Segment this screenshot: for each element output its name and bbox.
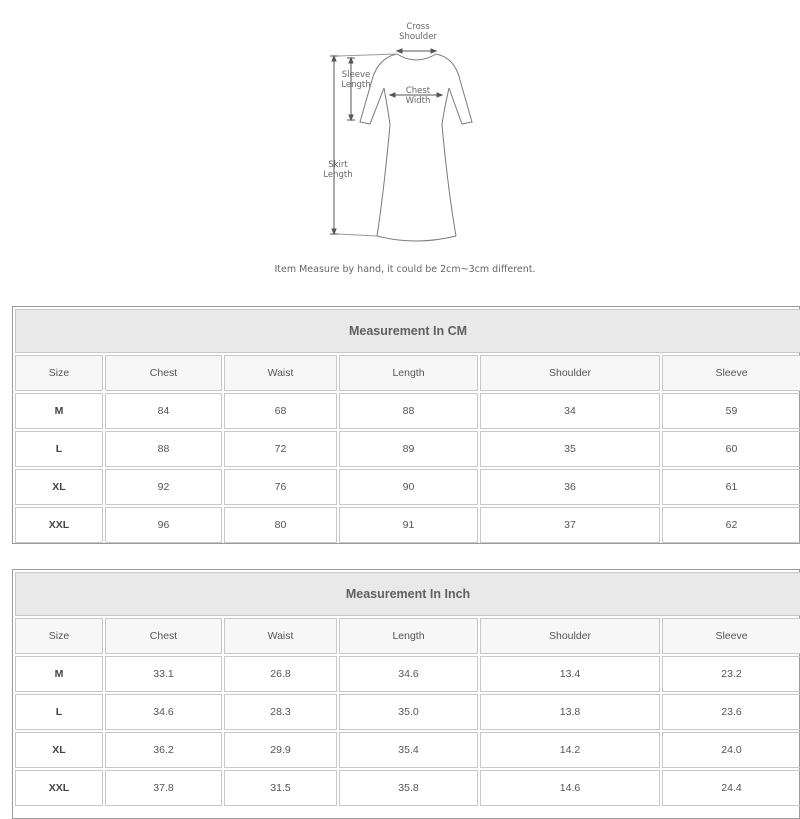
table-row [15,732,800,768]
table-row [15,694,800,730]
column-header-sleeve: Sleeve [662,355,800,391]
sleeve-cell: 59 [662,393,800,429]
waist-cell: 68 [224,393,337,429]
waist-cell: 31.5 [224,770,337,806]
shoulder-cell: 36 [480,469,660,505]
size-cell: M [15,393,103,429]
size-cell: L [15,431,103,467]
measurement-table-inch [12,569,800,819]
column-header-size: Size [15,618,103,654]
size-cell: XXL [15,770,103,806]
length-cell: 35.4 [339,732,478,768]
sleeve-cell: 24.0 [662,732,800,768]
table-header-row [15,355,800,391]
sleeve-cell: 23.2 [662,656,800,692]
waist-cell: 29.9 [224,732,337,768]
table-header-row [15,618,800,654]
size-cell: M [15,656,103,692]
table-row [15,770,800,806]
waist-cell: 76 [224,469,337,505]
column-header-chest: Chest [105,618,222,654]
size-cell: XL [15,732,103,768]
shoulder-cell: 14.2 [480,732,660,768]
chest-width-label: Chest Width [405,86,431,106]
length-cell: 35.8 [339,770,478,806]
chest-cell: 34.6 [105,694,222,730]
column-header-size: Size [15,355,103,391]
table-row [15,469,800,505]
column-header-waist: Waist [224,618,337,654]
length-cell: 91 [339,507,478,543]
sleeve-cell: 62 [662,507,800,543]
column-header-shoulder: Shoulder [480,618,660,654]
length-cell: 34.6 [339,656,478,692]
chest-cell: 88 [105,431,222,467]
length-cell: 89 [339,431,478,467]
column-header-shoulder: Shoulder [480,355,660,391]
column-header-chest: Chest [105,355,222,391]
shoulder-cell: 13.4 [480,656,660,692]
chest-cell: 33.1 [105,656,222,692]
table-title: Measurement In Inch [15,572,800,616]
waist-cell: 72 [224,431,337,467]
size-cell: XXL [15,507,103,543]
length-cell: 90 [339,469,478,505]
column-header-sleeve: Sleeve [662,618,800,654]
dress-outline-icon [0,0,800,290]
skirt-length-label: Skirt Length [323,160,353,180]
cross-shoulder-label: Cross Shoulder [399,22,437,42]
sleeve-cell: 61 [662,469,800,505]
column-header-length: Length [339,355,478,391]
waist-cell: 26.8 [224,656,337,692]
size-cell: XL [15,469,103,505]
measurement-table-cm [12,306,800,544]
shoulder-cell: 34 [480,393,660,429]
table-row [15,431,800,467]
table-row [15,393,800,429]
length-cell: 88 [339,393,478,429]
column-header-length: Length [339,618,478,654]
table-row [15,507,800,543]
table-row [15,656,800,692]
sleeve-cell: 24.4 [662,770,800,806]
shoulder-cell: 37 [480,507,660,543]
waist-cell: 28.3 [224,694,337,730]
sleeve-cell: 23.6 [662,694,800,730]
table-title: Measurement In CM [15,309,800,353]
chest-cell: 84 [105,393,222,429]
chest-cell: 36.2 [105,732,222,768]
dress-measurement-diagram [0,0,800,290]
shoulder-cell: 14.6 [480,770,660,806]
chest-cell: 37.8 [105,770,222,806]
chest-cell: 96 [105,507,222,543]
shoulder-cell: 13.8 [480,694,660,730]
chest-cell: 92 [105,469,222,505]
length-cell: 35.0 [339,694,478,730]
measurement-note: Item Measure by hand, it could be 2cm~3cm different. [274,264,536,275]
size-cell: L [15,694,103,730]
sleeve-length-label: Sleeve Length [341,70,371,90]
column-header-waist: Waist [224,355,337,391]
waist-cell: 80 [224,507,337,543]
sleeve-cell: 60 [662,431,800,467]
shoulder-cell: 35 [480,431,660,467]
